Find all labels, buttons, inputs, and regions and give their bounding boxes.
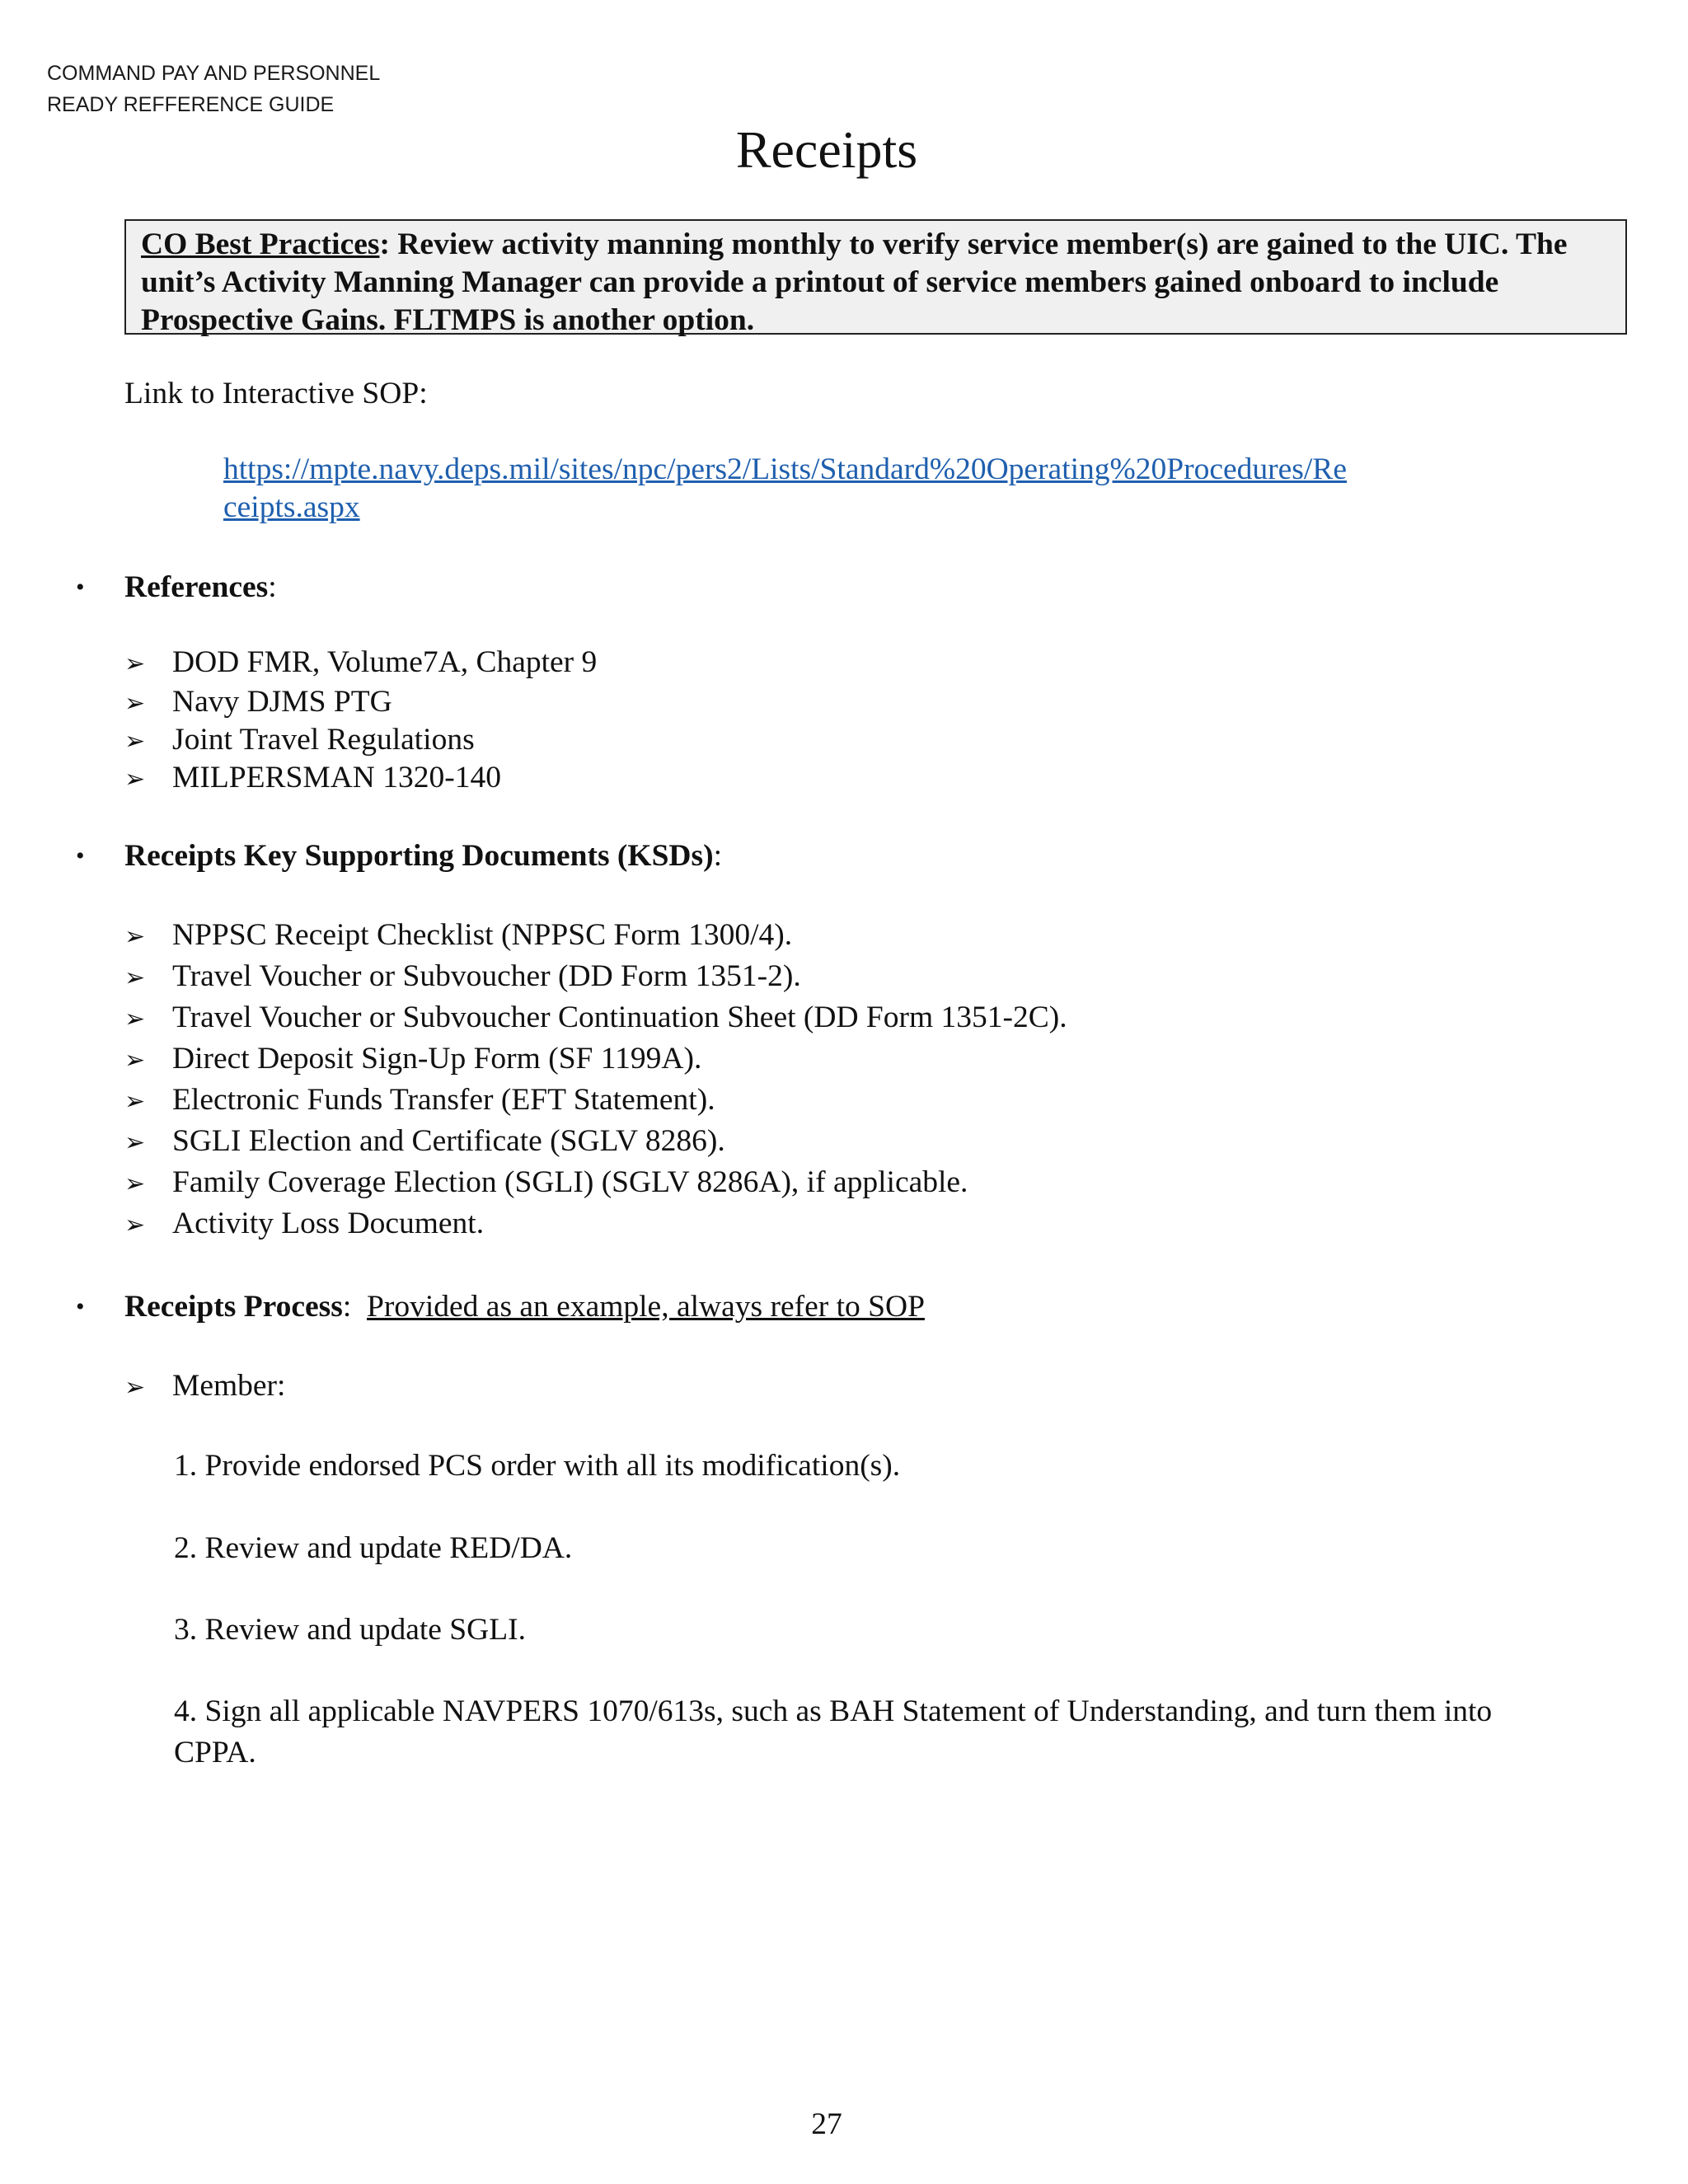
ksds-list [124,915,1067,1244]
process-bullet: • [76,1293,85,1320]
sop-link-line-2: ceipts.aspx [223,490,360,524]
list-item [124,1038,1067,1080]
reference-text: Joint Travel Regulations [172,723,475,757]
references-list [124,642,597,797]
ksds-bullet: • [76,842,85,869]
process-step-4-continued: CPPA. [174,1736,256,1769]
member-item [124,1367,285,1407]
list-item [124,642,597,683]
process-heading [124,1288,925,1326]
arrow-bullet-icon: ➢ [124,1373,146,1402]
header-line-1: COMMAND PAY AND PERSONNEL [47,62,381,85]
reference-text: Navy DJMS PTG [172,685,392,719]
ksd-text: Electronic Funds Transfer (EFT Statement). [172,1083,715,1117]
document-header [47,58,380,120]
arrow-bullet-icon: ➢ [124,1128,146,1157]
reference-text: MILPERSMAN 1320-140 [172,761,501,794]
list-item [124,683,597,721]
process-step-3: 3. Review and update SGLI. [174,1613,526,1647]
list-item [124,1121,1067,1162]
list-item [124,721,597,759]
list-item [124,997,1067,1038]
ksds-heading [124,837,722,875]
best-practices-label: CO Best Practices [141,227,380,261]
arrow-bullet-icon: ➢ [124,1005,146,1033]
process-step-4: 4. Sign all applicable NAVPERS 1070/613s, such as BAH Statement of Understanding, and turn them into [174,1694,1493,1728]
list-item [124,759,597,797]
sop-link[interactable] [223,451,1460,527]
list-item [124,915,1067,956]
list-item [124,1080,1067,1121]
ksds-colon: : [713,839,723,873]
arrow-bullet-icon: ➢ [124,1169,146,1198]
references-bullet: • [76,574,85,601]
header-line-2: READY REFFERENCE GUIDE [47,93,335,116]
reference-text: DOD FMR, Volume7A, Chapter 9 [172,645,598,679]
arrow-bullet-icon: ➢ [124,922,146,951]
process-label: Receipts Process [124,1290,343,1324]
ksd-text: Family Coverage Election (SGLI) (SGLV 8286A), if applicable. [172,1165,968,1199]
best-practices-box [124,219,1627,335]
arrow-bullet-icon: ➢ [124,1087,146,1116]
arrow-bullet-icon: ➢ [124,649,146,678]
list-item [124,956,1067,997]
process-step-2: 2. Review and update RED/DA. [174,1531,573,1565]
sop-link-line-1: https://mpte.navy.deps.mil/sites/npc/pers2/Lists/Standard%20Operating%20Procedures/Re [223,452,1347,486]
ksd-text: SGLI Election and Certificate (SGLV 8286). [172,1124,725,1158]
arrow-bullet-icon: ➢ [124,727,146,756]
best-practices-text: : Review activity manning monthly to verify service member(s) are gained to the UIC. The unit’s Activity Manning Manager can provide a printout of service members gained onboard to include Prospective Gains. FLTMPS is another option. [141,227,1568,337]
arrow-bullet-icon: ➢ [124,689,146,718]
references-colon: : [268,570,277,604]
ksd-text: Travel Voucher or Subvoucher (DD Form 1351-2). [172,959,801,993]
arrow-bullet-icon: ➢ [124,963,146,992]
list-item [124,1162,1067,1203]
process-step-1: 1. Provide endorsed PCS order with all its modification(s). [174,1449,901,1483]
ksd-text: Direct Deposit Sign-Up Form (SF 1199A). [172,1042,702,1076]
sop-label: Link to Interactive SOP: [124,377,428,410]
process-note: Provided as an example, always refer to SOP [367,1290,925,1324]
arrow-bullet-icon: ➢ [124,1211,146,1240]
process-colon: : [342,1290,352,1324]
arrow-bullet-icon: ➢ [124,1046,146,1075]
references-label: References [124,570,269,604]
ksd-text: Travel Voucher or Subvoucher Continuation Sheet (DD Form 1351-2C). [172,1001,1067,1034]
ksds-label: Receipts Key Supporting Documents (KSDs) [124,839,714,873]
page-title: Receipts [735,120,918,179]
ksd-text: NPPSC Receipt Checklist (NPPSC Form 1300/4). [172,918,793,952]
member-label: Member: [172,1369,286,1403]
arrow-bullet-icon: ➢ [124,765,146,794]
list-item [124,1203,1067,1244]
ksd-text: Activity Loss Document. [172,1207,485,1240]
references-heading [124,569,277,607]
page-number: 27 [811,2107,842,2141]
